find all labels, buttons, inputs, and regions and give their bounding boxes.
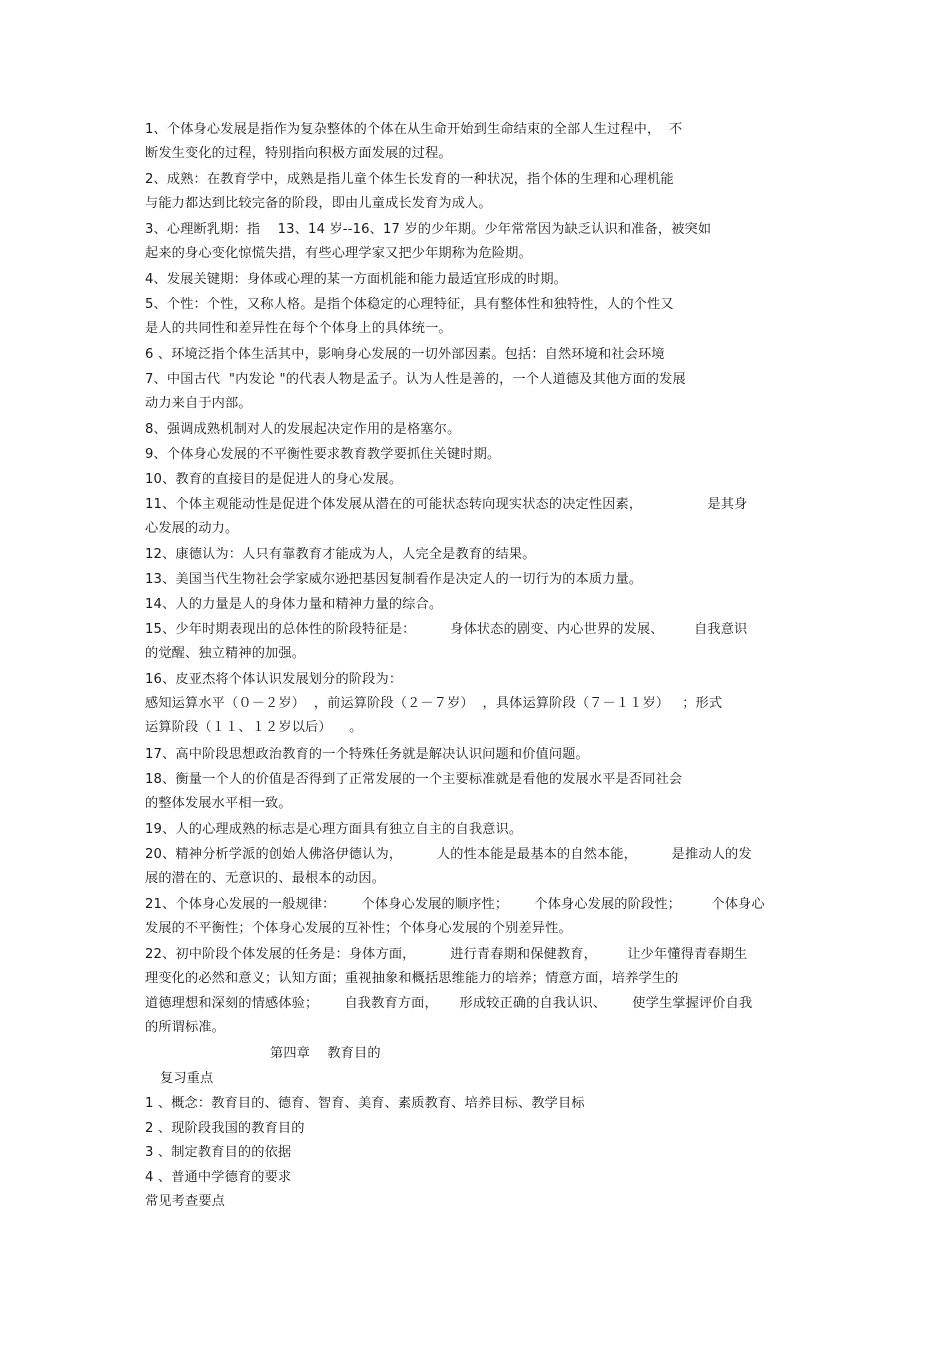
text-line: 12、康德认为：人只有靠教育才能成为人，人完全是教育的结果。 <box>145 547 536 562</box>
text-line: 13、美国当代生物社会学家威尔逊把基因复制看作是决定人的一切行为的本质力量。 <box>145 572 643 587</box>
text-line: 2、成熟：在教育学中，成熟是指儿童个体生长发育的一种状况，指个体的生理和心理机能 <box>145 172 674 187</box>
text-line: 与能力都达到比较完备的阶段，即由儿童成长发育为成人。 <box>145 196 492 211</box>
text-line: 展的潜在的、无意识的、最根本的动因。 <box>145 871 386 886</box>
text-line: 3、心理断乳期：指 13、14 岁--16、17 岁的少年期。少年常常因为缺乏认识和准备，被突如 <box>145 222 712 237</box>
list-item: 2 、现阶段我国的教育目的 <box>145 1121 305 1136</box>
text-line: 道德理想和深刻的情感体验； 自我教育方面， 形成较正确的自我认识、 使学生掌握评价自我 <box>145 996 753 1011</box>
text-line: 6 、环境泛指个体生活其中，影响身心发展的一切外部因素。包括：自然环境和社会环境 <box>145 347 665 362</box>
text-line: 9、个体身心发展的不平衡性要求教育教学要抓住关键时期。 <box>145 447 501 462</box>
text-line: 4、发展关键期：身体或心理的某一方面机能和能力最适宜形成的时期。 <box>145 272 567 287</box>
text-line: 14、人的力量是人的身体力量和精神力量的综合。 <box>145 597 443 612</box>
list-item: 4 、普通中学德育的要求 <box>145 1170 292 1185</box>
text-line: 断发生变化的过程，特别指向积极方面发展的过程。 <box>145 146 452 161</box>
section-heading: 常见考查要点 <box>145 1194 226 1209</box>
text-line: 心发展的动力。 <box>145 521 239 536</box>
text-line: 动力来自于内部。 <box>145 396 252 411</box>
text-line: 21、个体身心发展的一般规律： 个体身心发展的顺序性； 个体身心发展的阶段性； 个体身心 <box>145 897 765 912</box>
text-line: 15、少年时期表现出的总体性的阶段特征是： 身体状态的剧变、内心世界的发展、 自我意识 <box>145 622 748 637</box>
text-line: 的所谓标准。 <box>145 1020 226 1035</box>
text-line: 感知运算水平（０－２岁） ，前运算阶段（２－７岁） ，具体运算阶段（７－１１岁） ；形式 <box>145 696 723 711</box>
text-line: 的整体发展水平相一致。 <box>145 796 292 811</box>
text-line: 20、精神分析学派的创始人佛洛伊德认为， 人的性本能是最基本的自然本能， 是推动人的发 <box>145 847 752 862</box>
text-line: 5、个性：个性，又称人格。是指个体稳定的心理特征，具有整体性和独特性，人的个性又 <box>145 297 674 312</box>
list-item: 1 、概念：教育目的、德育、智育、美育、素质教育、培养目标、教学目标 <box>145 1096 585 1111</box>
text-line: 是人的共同性和差异性在每个个体身上的具体统一。 <box>145 321 452 336</box>
text-line: 起来的身心变化惊慌失措，有些心理学家又把少年期称为危险期。 <box>145 246 532 261</box>
text-line: 的觉醒、独立精神的加强。 <box>145 646 306 661</box>
text-line: 17、高中阶段思想政治教育的一个特殊任务就是解决认识问题和价值问题。 <box>145 747 589 762</box>
text-line: 7、中国古代 "内发论 "的代表人物是孟子。认为人性是善的，一个人道德及其他方面的发展 <box>145 372 686 387</box>
text-line: 16、皮亚杰将个体认识发展划分的阶段为： <box>145 672 403 687</box>
text-line: 19、人的心理成熟的标志是心理方面具有独立自主的自我意识。 <box>145 822 523 837</box>
list-item: 3 、制定教育目的的依据 <box>145 1145 292 1160</box>
text-line: 11、个体主观能动性是促进个体发展从潜在的可能状态转向现实状态的决定性因素， 是其身 <box>145 497 748 512</box>
text-line: 发展的不平衡性；个体身心发展的互补性；个体身心发展的个别差异性。 <box>145 921 572 936</box>
text-line: 10、教育的直接目的是促进人的身心发展。 <box>145 472 403 487</box>
text-line: 理变化的必然和意义；认知方面；重视抽象和概括思维能力的培养；情意方面，培养学生的 <box>145 971 679 986</box>
text-line: 运算阶段（１１、１２岁以后） 。 <box>145 720 363 735</box>
text-line: 22、初中阶段个体发展的任务是：身体方面， 进行青春期和保健教育， 让少年懂得青春期生 <box>145 947 748 962</box>
text-line: 18、衡量一个人的价值是否得到了正常发展的一个主要标准就是看他的发展水平是否同社会 <box>145 772 683 787</box>
text-line: 1、个体身心发展是指作为复杂整体的个体在从生命开始到生命结束的全部人生过程中， 不 <box>145 122 683 137</box>
section-heading: 复习重点 <box>160 1071 214 1086</box>
chapter-heading: 第四章 教育目的 <box>270 1046 381 1061</box>
text-line: 8、强调成熟机制对人的发展起决定作用的是格塞尔。 <box>145 422 461 437</box>
